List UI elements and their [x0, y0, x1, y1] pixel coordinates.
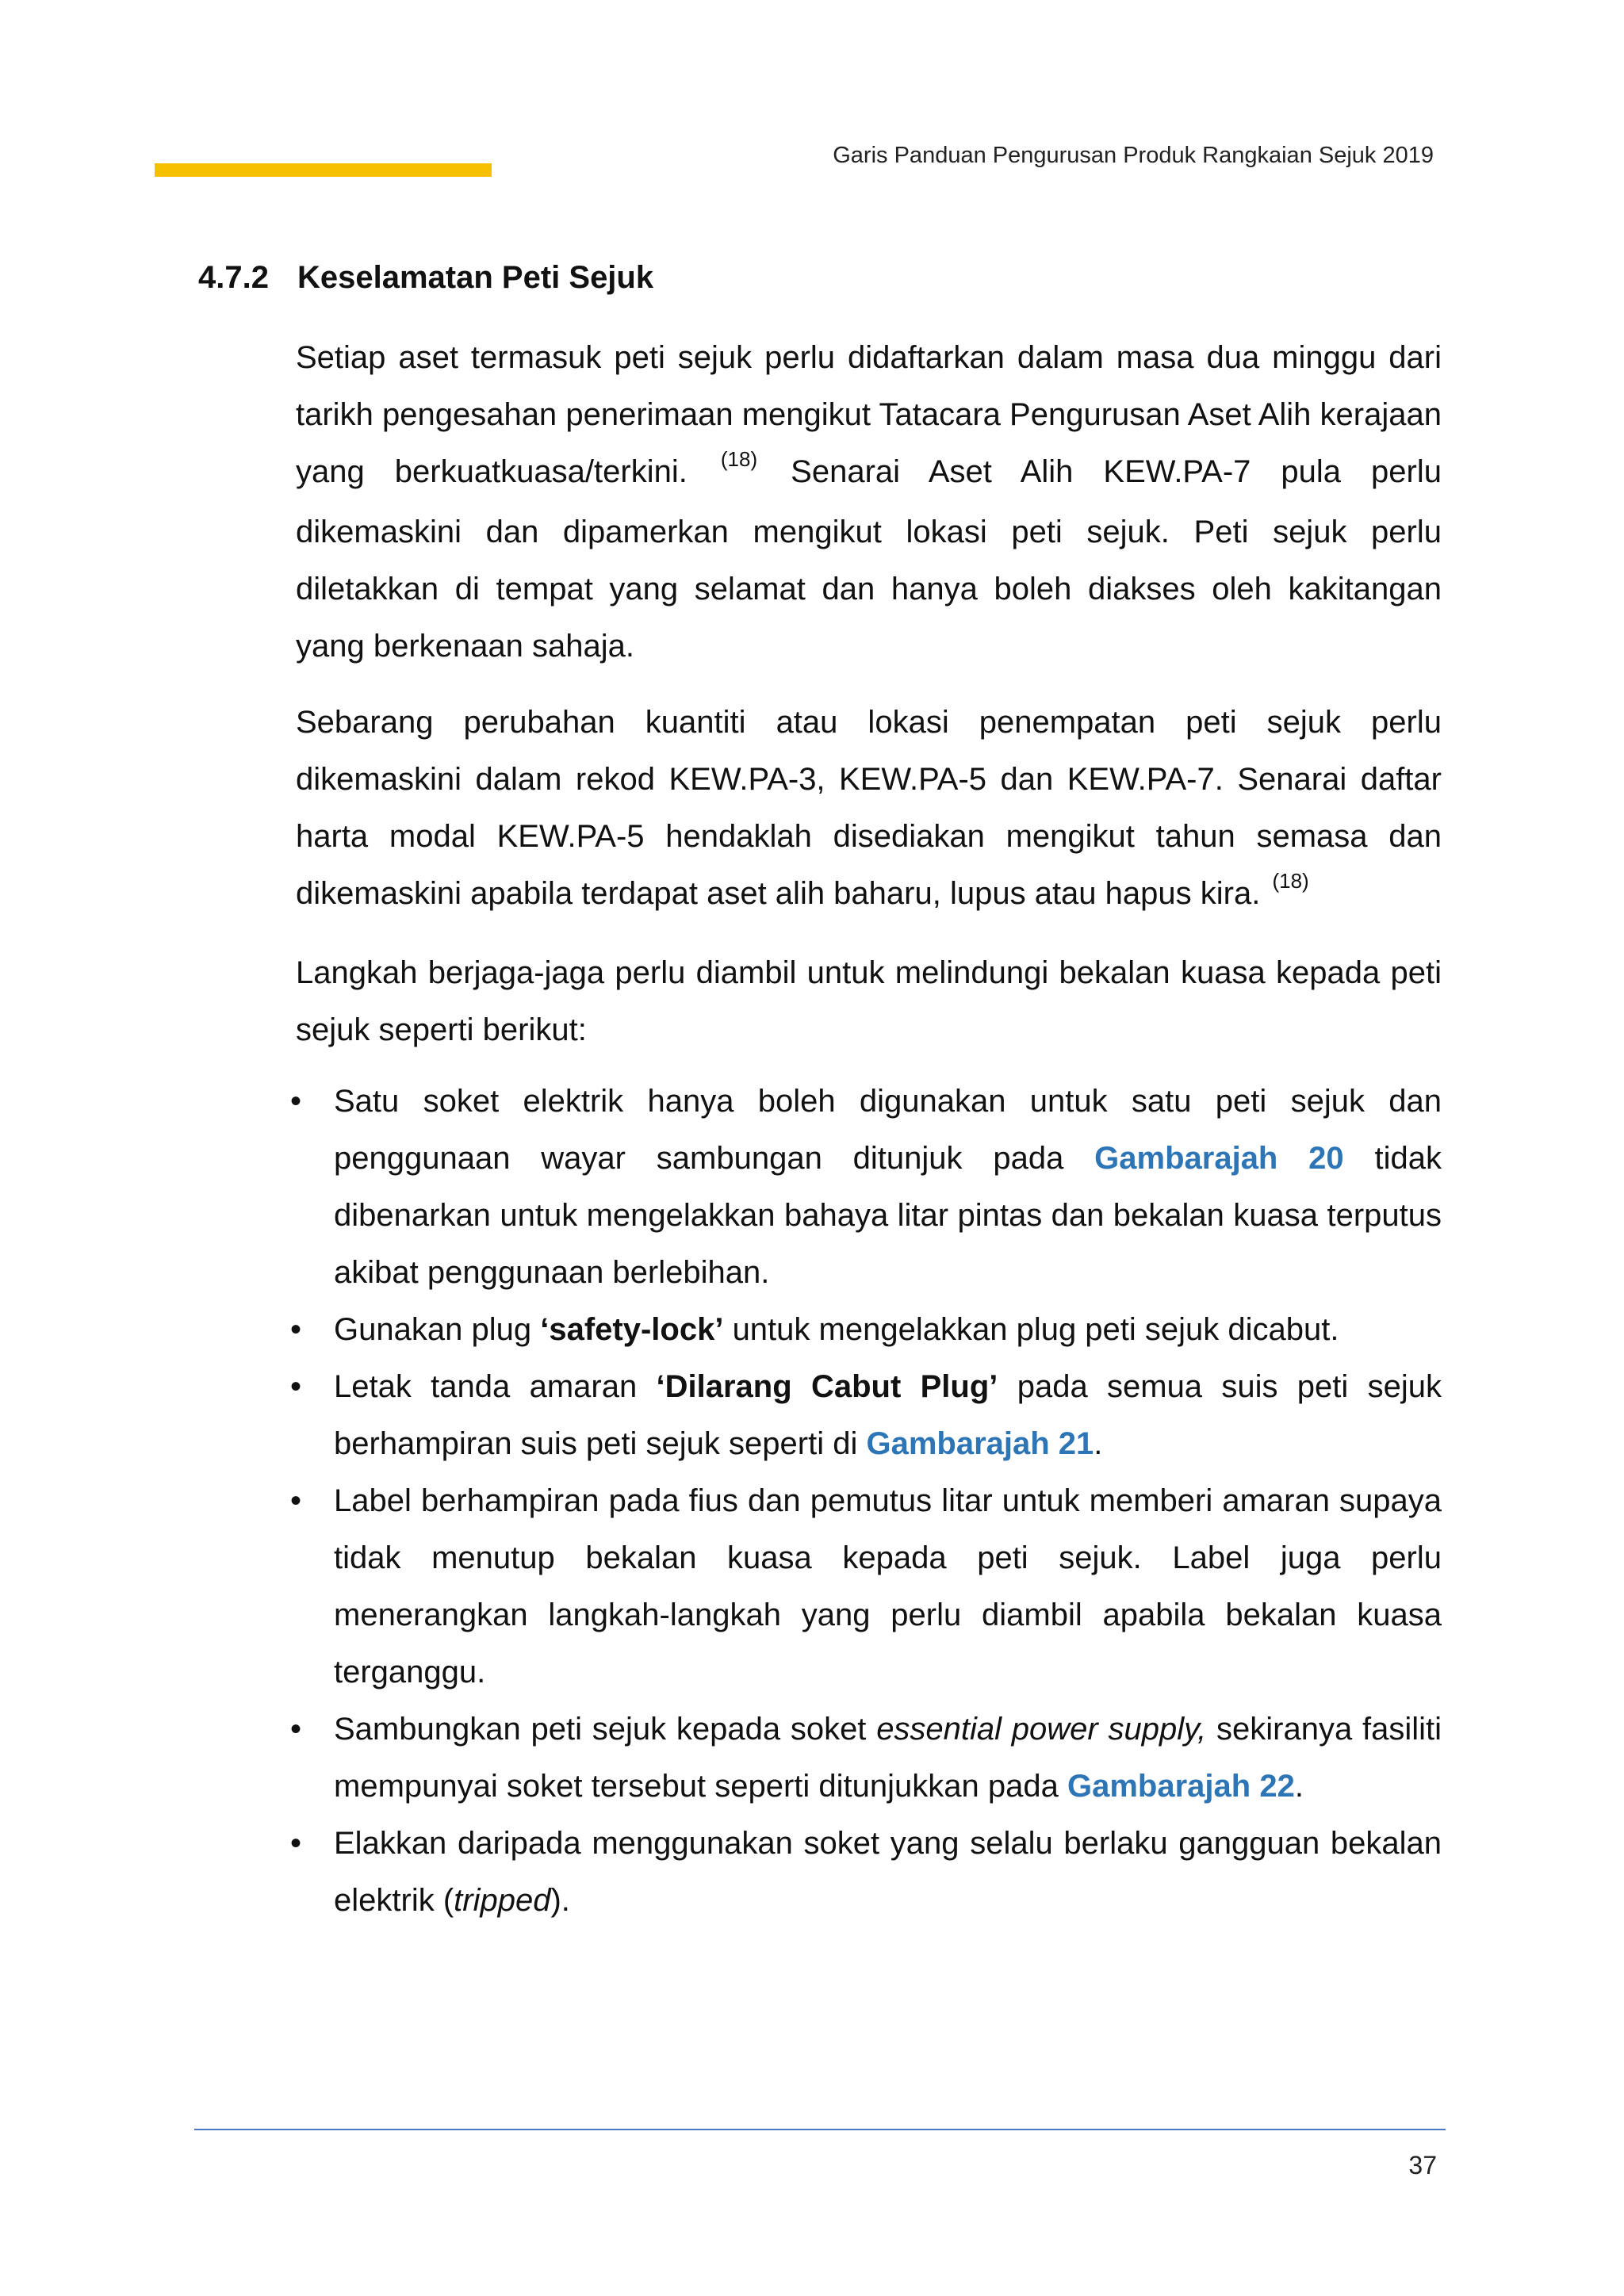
list-item-text: Sambungkan peti sejuk kepada soket	[334, 1712, 867, 1747]
list-item-text: Elakkan daripada menggunakan soket yang selalu berlaku gangguan bekalan elektrik (	[334, 1826, 1442, 1918]
emphasis-text: ‘Dilarang Cabut Plug’	[656, 1369, 998, 1404]
list-item-text: tidak dibenarkan untuk mengelakkan bahaya litar pintas dan bekalan kuasa terputus akibat penggunaan berlebihan.	[334, 1141, 1442, 1290]
body-text	[289, 329, 1442, 1929]
section-number: 4.7.2	[198, 260, 269, 295]
header-accent-bar	[155, 163, 492, 177]
emphasis-text: ‘safety-lock’	[540, 1312, 724, 1347]
bullet-marker: •	[289, 1483, 301, 1518]
bullet-marker: •	[289, 1712, 301, 1747]
paragraph-asset-registration	[296, 329, 1442, 675]
list-item-text: Label berhampiran pada fius dan pemutus litar untuk memberi amaran supaya tidak menutup bekalan kuasa kepada peti sejuk. Label juga perlu menerangkan langkah-langkah yang perlu diambil apabila bekalan kuasa terganggu.	[334, 1483, 1442, 1689]
list-item-text: sekiranya fasiliti mempunyai soket tersebut seperti ditunjukkan pada	[334, 1712, 1442, 1804]
italic-term: essential power supply,	[876, 1712, 1207, 1747]
list-item-text: untuk mengelakkan plug peti sejuk dicabut.	[732, 1312, 1339, 1347]
paragraph-text: Setiap aset termasuk peti sejuk perlu didaftarkan dalam masa dua minggu dari tarikh pengesahan penerimaan mengikut Tatacara Pengurusan Aset Alih kerajaan yang berkuatkuasa/terkini.	[296, 340, 1442, 489]
list-item-text: .	[1294, 1769, 1304, 1804]
bullet-marker: •	[289, 1312, 301, 1347]
reference-citation: (18)	[720, 447, 758, 471]
page-number: 37	[1408, 2151, 1437, 2179]
bullet-marker: •	[289, 1826, 301, 1861]
bullet-marker: •	[289, 1369, 301, 1404]
list-item	[289, 1701, 1442, 1815]
running-header-title: Garis Panduan Pengurusan Produk Rangkaian Sejuk 2019	[833, 143, 1434, 168]
list-item-text: .	[1094, 1426, 1103, 1461]
figure-link-gambarajah-20[interactable]: Gambarajah 20	[1094, 1141, 1344, 1176]
list-item-text: Letak tanda amaran	[334, 1369, 638, 1404]
paragraph-record-updates	[296, 694, 1442, 925]
paragraph-text: Sebarang perubahan kuantiti atau lokasi penempatan peti sejuk perlu dikemaskini dalam rekod KEW.PA-3, KEW.PA-5 dan KEW.PA-7. Senarai daftar harta modal KEW.PA-5 hendaklah disediakan mengikut tahun semasa dan dikemaskini apabila terdapat aset alih baharu, lupus atau hapus kira.	[296, 705, 1442, 911]
list-item-text: pada semua suis peti sejuk berhampiran suis peti sejuk seperti di	[334, 1369, 1442, 1461]
list-item	[289, 1358, 1442, 1472]
bullet-marker: •	[289, 1084, 301, 1119]
list-item	[289, 1815, 1442, 1929]
section-title: Keselamatan Peti Sejuk	[297, 260, 654, 295]
list-item-text: Satu soket elektrik hanya boleh digunakan untuk satu peti sejuk dan penggunaan wayar sambungan ditunjuk pada	[334, 1084, 1442, 1176]
footer-rule	[194, 2129, 1446, 2130]
section-heading	[198, 260, 653, 296]
reference-citation: (18)	[1272, 869, 1309, 893]
paragraph-text: Langkah berjaga-jaga perlu diambil untuk melindungi bekalan kuasa kepada peti sejuk seperti berikut:	[296, 955, 1442, 1047]
paragraph-text: Senarai Aset Alih KEW.PA-7 pula perlu dikemaskini dan dipamerkan mengikut lokasi peti sejuk. Peti sejuk perlu diletakkan di tempat yang selamat dan hanya boleh diakses oleh kakitangan yang berkenaan sahaja.	[296, 454, 1442, 664]
list-item	[289, 1472, 1442, 1701]
list-item-text: ).	[550, 1883, 570, 1918]
figure-link-gambarajah-21[interactable]: Gambarajah 21	[866, 1426, 1094, 1461]
list-item	[289, 1301, 1442, 1358]
precaution-list	[289, 1073, 1442, 1929]
italic-term: tripped	[454, 1883, 551, 1918]
paragraph-precautions-intro	[296, 944, 1442, 1058]
list-item-text: Gunakan plug	[334, 1312, 532, 1347]
list-item	[289, 1073, 1442, 1301]
figure-link-gambarajah-22[interactable]: Gambarajah 22	[1067, 1769, 1295, 1804]
